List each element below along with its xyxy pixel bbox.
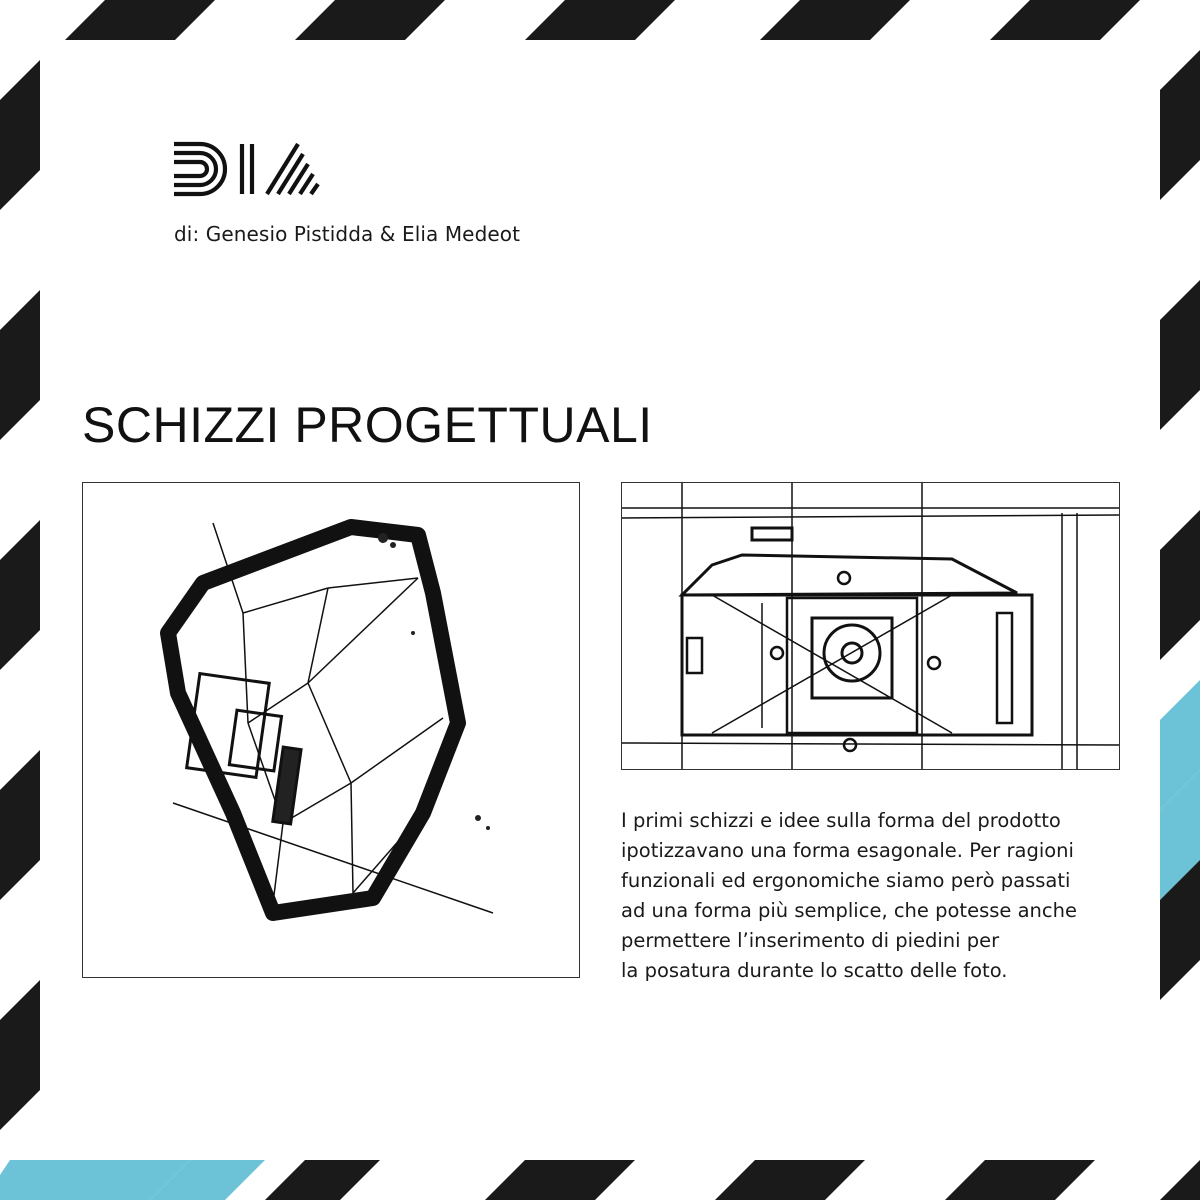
hexagonal-camera-sketch-icon [83, 483, 579, 977]
left-stripes [0, 60, 40, 1130]
description-line: la posatura durante lo scatto delle foto. [621, 959, 1008, 982]
top-stripes [65, 0, 1140, 40]
description-line: I primi schizzi e idee sulla forma del prodotto [621, 809, 1061, 832]
bottom-stripes [0, 1160, 1200, 1200]
dia-logo-icon [172, 140, 332, 198]
description-line: ipotizzavano una forma esagonale. Per ragioni [621, 839, 1074, 862]
description-text [621, 806, 1091, 986]
description-line: funzionali ed ergonomiche siamo però passati [621, 869, 1071, 892]
sketch-photo-hexagonal [82, 482, 580, 978]
right-stripes [1160, 50, 1200, 1000]
byline-authors: di: Genesio Pistidda & Elia Medeot [174, 222, 521, 246]
sketch-photo-front [621, 482, 1120, 770]
camera-front-technical-sketch-icon [622, 483, 1119, 769]
page-title: SCHIZZI PROGETTUALI [82, 397, 653, 453]
description-line: permettere l’inserimento di piedini per [621, 929, 1000, 952]
description-line: ad una forma più semplice, che potesse anche [621, 899, 1077, 922]
